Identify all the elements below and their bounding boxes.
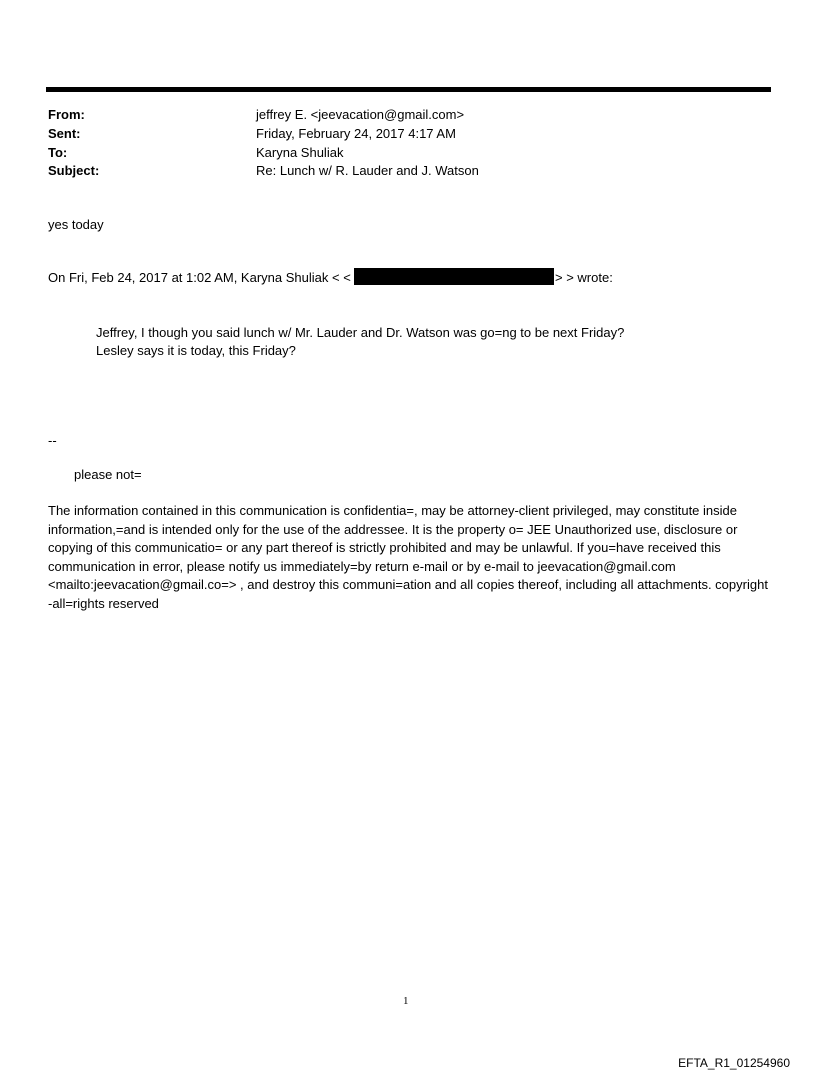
subject-value: Re: Lunch w/ R. Lauder and J. Watson [256,163,479,178]
quoted-line-2: Lesley says it is today, this Friday? [96,343,296,358]
sent-value: Friday, February 24, 2017 4:17 AM [256,126,456,141]
from-value: jeffrey E. <jeevacation@gmail.com> [256,107,465,122]
confidentiality-disclaimer: The information contained in this communication is confidentia=, may be attorney-client privileged, may constitute inside information,=and is intended only for the use of the addressee. It is the property o= JEE Unauthorized use, disclosure or copying of this communicatio= or any part thereof is strictly prohibited and may be unlawful. If you=have received this communication in error, please notify us immediately=by return e-mail or by e-mail to jeevacation@gmail.com <mailto:jeevacation@gmail.co=> , and destroy this communi=ation and all copies thereof, including all attachments. copyright -all=rights reserved [48,503,768,611]
to-label: To: [48,145,68,160]
document-id: EFTA_R1_01254960 [678,1056,790,1070]
header-rule [46,87,771,92]
subject-label: Subject: [48,163,100,178]
quoted-line-1: Jeffrey, I though you said lunch w/ Mr. Lauder and Dr. Watson was go=ng to be next Friday? [96,325,625,340]
signature-separator: -- [48,433,57,448]
from-label: From: [48,107,85,122]
quote-intro-before: On Fri, Feb 24, 2017 at 1:02 AM, Karyna Shuliak < < [48,270,351,285]
please-note-text: please not= [74,467,142,482]
quote-intro-after: > > wrote: [555,270,613,285]
redaction-block [354,268,554,285]
sent-label: Sent: [48,126,81,141]
to-value: Karyna Shuliak [256,145,344,160]
reply-text: yes today [48,217,104,232]
page-number: 1 [403,995,409,1007]
